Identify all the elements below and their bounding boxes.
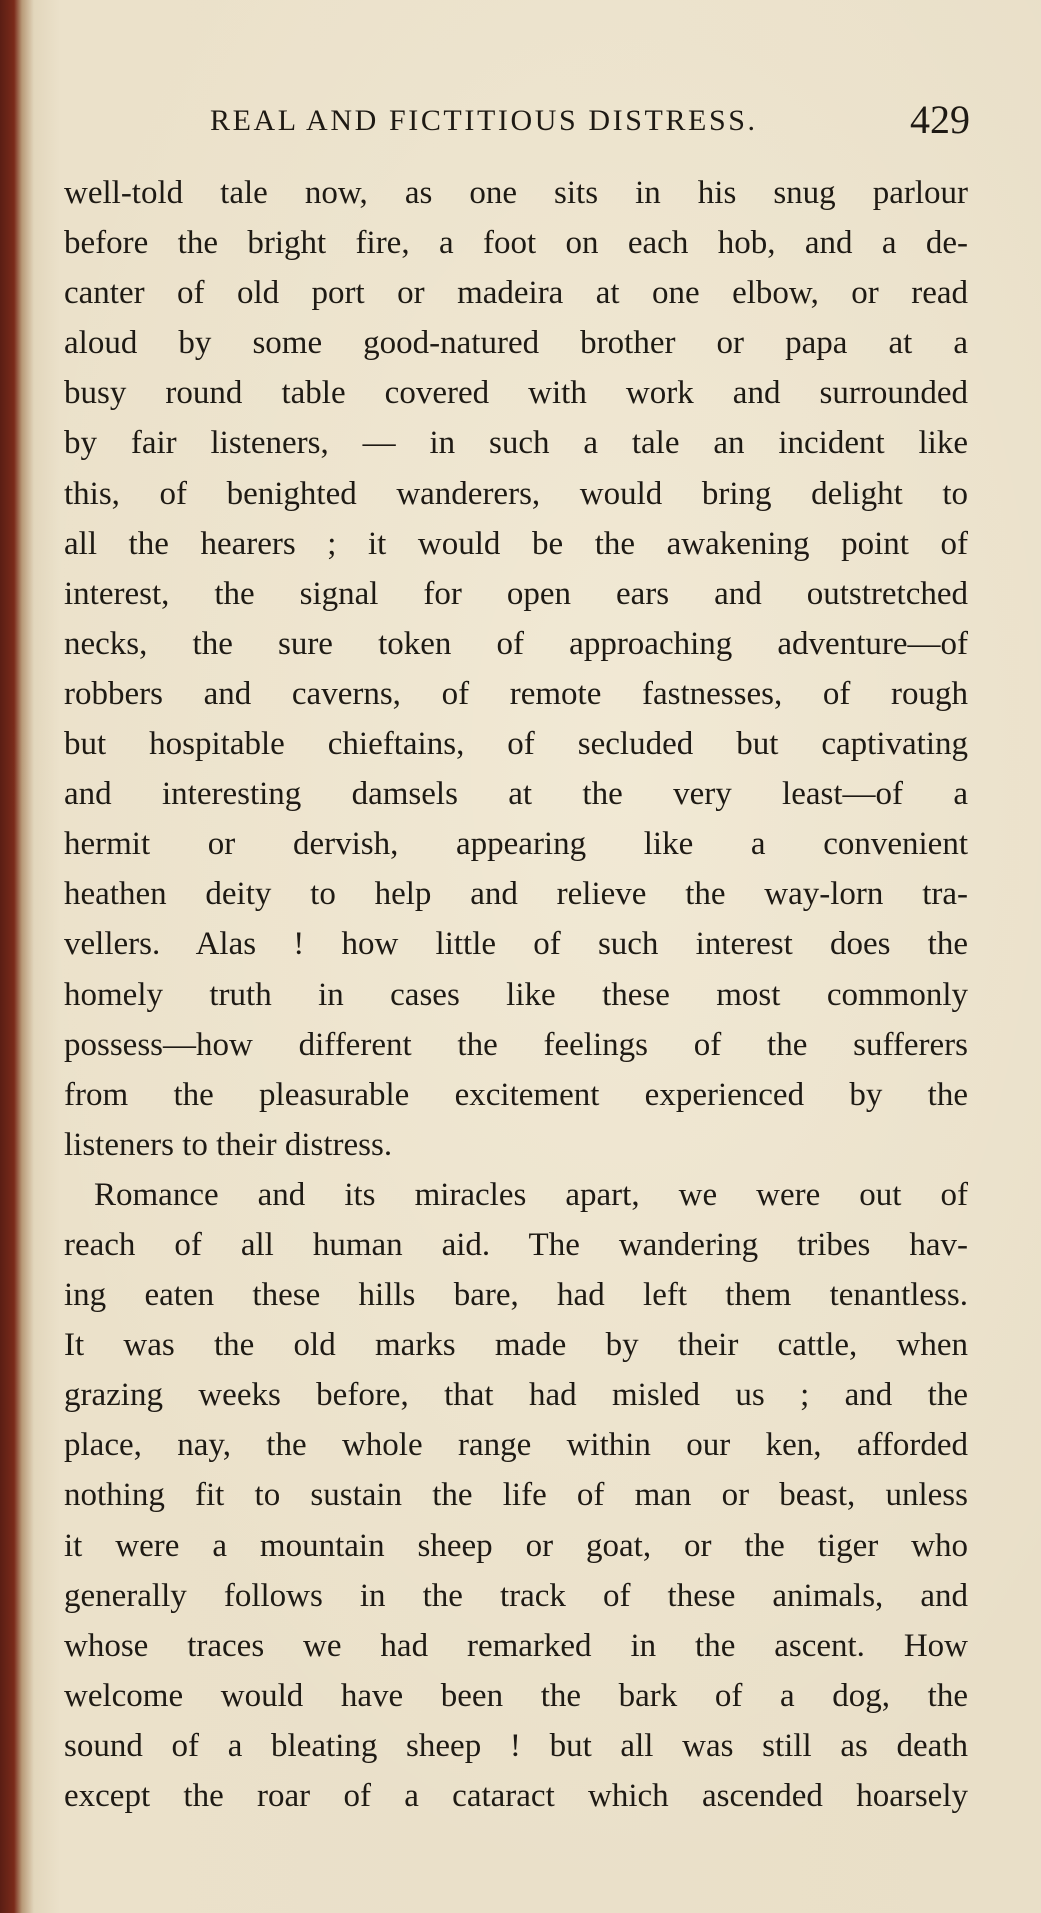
body-text [64, 168, 968, 1821]
text-line: possess—how different the feelings of the sufferers [64, 1026, 968, 1063]
text-line: ing eaten these hills bare, had left them tenantless. [64, 1277, 968, 1314]
text-line: this, of benighted wanderers, would bring delight to [64, 475, 968, 512]
text-line: generally follows in the track of these animals, and [64, 1577, 968, 1614]
text-line: sound of a bleating sheep ! but all was still as death [64, 1727, 968, 1764]
text-line: but hospitable chieftains, of secluded but captivating [64, 726, 968, 763]
text-line: aloud by some good-natured brother or papa at a [64, 325, 968, 362]
text-line: by fair listeners, — in such a tale an incident like [64, 425, 968, 462]
text-line: canter of old port or madeira at one elbow, or read [64, 275, 968, 312]
text-line: it were a mountain sheep or goat, or the tiger who [64, 1527, 968, 1564]
text-line: before the bright fire, a foot on each hob, and a de- [64, 225, 968, 262]
text-line: busy round table covered with work and surrounded [64, 375, 968, 412]
text-line: homely truth in cases like these most commonly [64, 976, 968, 1013]
text-line: grazing weeks before, that had misled us ; and the [64, 1377, 968, 1414]
text-line: It was the old marks made by their cattle, when [64, 1327, 968, 1364]
text-line: from the pleasurable excitement experienced by the [64, 1076, 968, 1113]
text-line: except the roar of a cataract which ascended hoarsely [64, 1778, 968, 1814]
page-number: 429 [910, 97, 970, 142]
text-line: whose traces we had remarked in the ascent. How [64, 1627, 968, 1664]
text-line: interest, the signal for open ears and outstretched [64, 575, 968, 612]
text-line: hermit or dervish, appearing like a convenient [64, 826, 968, 863]
text-line: all the hearers ; it would be the awakening point of [64, 525, 968, 562]
running-title: REAL AND FICTITIOUS DISTRESS. [210, 104, 758, 137]
page-header [210, 96, 970, 152]
text-line: and interesting damsels at the very least—of a [64, 776, 968, 813]
paragraph-start-line: Romance and its miracles apart, we were out of [94, 1176, 968, 1213]
text-line: well-told tale now, as one sits in his snug parlour [64, 175, 968, 211]
text-line: nothing fit to sustain the life of man or beast, unless [64, 1477, 968, 1514]
text-line: necks, the sure token of approaching adventure—of [64, 625, 968, 662]
paragraph-end-line: listeners to their distress. [64, 1126, 393, 1163]
text-line: heathen deity to help and relieve the way-lorn tra- [64, 876, 968, 913]
text-line: reach of all human aid. The wandering tribes hav- [64, 1226, 968, 1263]
text-line: robbers and caverns, of remote fastnesses, of rough [64, 675, 968, 712]
text-line: place, nay, the whole range within our ken, afforded [64, 1427, 968, 1464]
text-line: vellers. Alas ! how little of such interest does the [64, 926, 968, 963]
text-line: welcome would have been the bark of a dog, the [64, 1677, 968, 1714]
